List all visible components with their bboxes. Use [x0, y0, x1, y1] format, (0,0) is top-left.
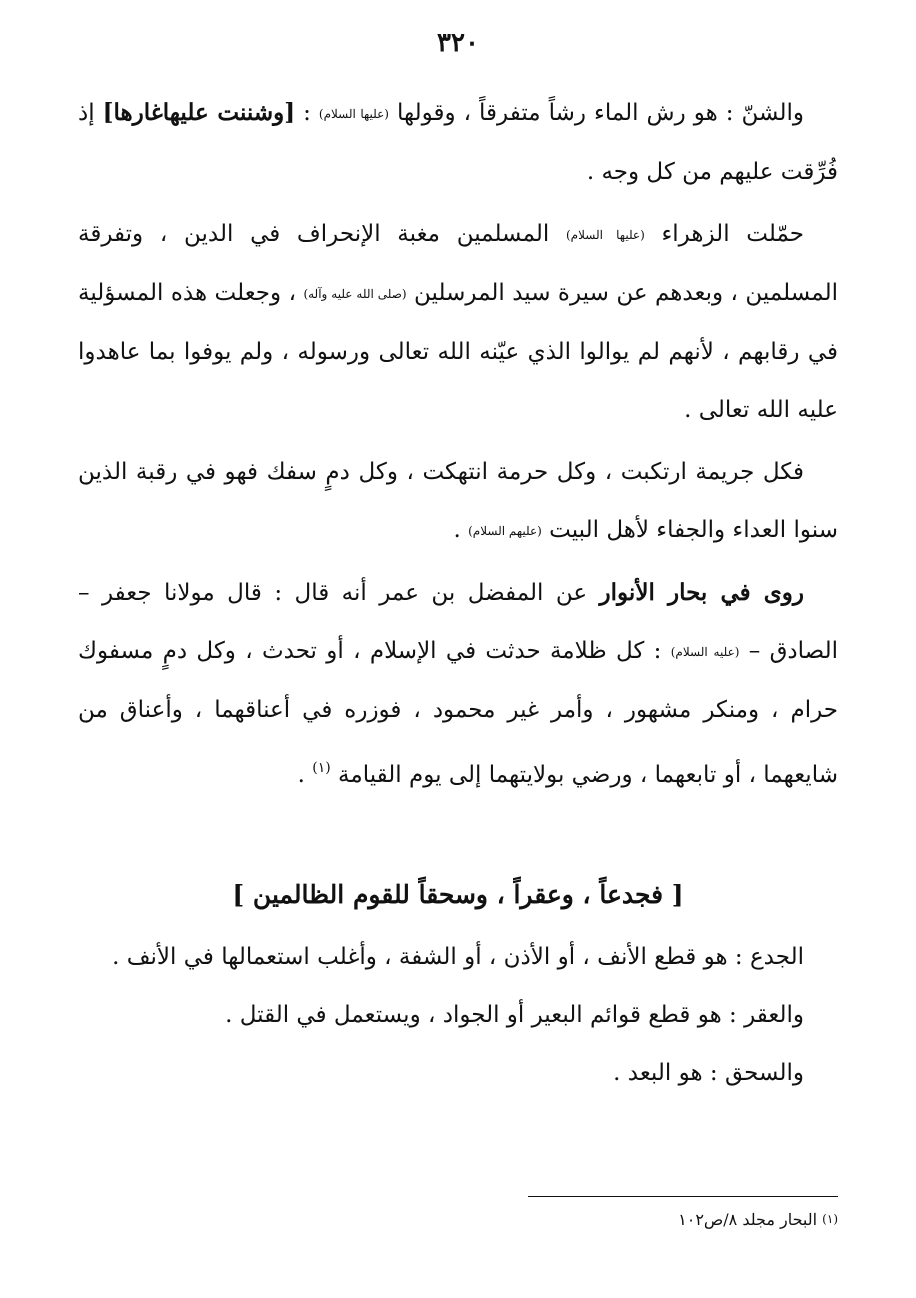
paragraph-aqr: والعقر : هو قطع قوائم البعير أو الجواد ، ويستعمل في القتل . — [225, 1002, 804, 1028]
paragraph-sahq: والسحق : هو البعد . — [613, 1060, 804, 1086]
text-run: حمّلت الزهراء — [644, 221, 804, 247]
honorific: (عليهم السلام) — [468, 524, 542, 538]
text-run: : كل ظلامة حدثت في الإسلام ، أو تحدث ، وكل دمٍ مسفوك حرام ، ومنكر مشهور ، وأمر غير محمود ، فوزره في أعناقهما ، وأعناق من شايعهما ، أو تابعهما ، ورضي بولايتهما إلى يوم القيامة — [78, 638, 838, 788]
footnote-divider — [528, 1196, 838, 1197]
footnote-marker: (١) — [822, 1212, 838, 1226]
page-number: ٣٢٠ — [437, 28, 479, 58]
text-run: . — [453, 517, 469, 543]
section-heading: [ فجدعاً ، وعقراً ، وسحقاً للقوم الظالمين ] — [232, 880, 684, 909]
footnote-text: البحار مجلد ٨/ص١٠٢ — [678, 1210, 823, 1229]
footnote-reference: (١) — [312, 760, 331, 776]
paragraph-jad: الجدع : هو قطع الأنف ، أو الأذن ، أو الشفة ، وأغلب استعمالها في الأنف . — [112, 944, 804, 970]
text-run: ، وجعلت هذه المسؤلية في رقابهم ، لأنهم لم يوالوا الذي عيّنه الله تعالى ورسوله ، ولم يوفوا بما عاهدوا عليه الله تعالى . — [78, 280, 838, 423]
paragraph-crime — [78, 443, 838, 560]
text-run: المسلمين مغبة الإنحراف في الدين ، وتفرقة المسلمين ، وبعدهم عن سيرة سيد المرسلين — [78, 221, 838, 306]
main-text — [78, 84, 838, 1102]
honorific: (عليه السلام) — [670, 645, 740, 659]
paragraph-bihar — [78, 564, 838, 804]
honorific: (عليها السلام) — [318, 107, 389, 121]
source-title: روى في بحار الأنوار — [599, 579, 804, 606]
honorific: (عليها السلام) — [565, 228, 645, 242]
footnote — [400, 1210, 838, 1229]
quoted-phrase: [وشننت عليهاغارها] — [102, 99, 296, 126]
text-run: والشنّ : هو رش الماء رشاً متفرقاً ، وقولها — [389, 100, 805, 126]
honorific: (صلى الله عليه وآله) — [303, 287, 407, 301]
text-run: عن المفضل بن عمر أنه قال : قال مولانا جعفر – الصادق – — [78, 580, 839, 664]
text-run: . — [297, 762, 313, 788]
paragraph-zahra — [78, 205, 838, 439]
text-run: إذ فُرِّقت عليهم من كل وجه . — [78, 100, 838, 185]
paragraph-shann — [78, 84, 838, 201]
text-run: فكل جريمة ارتكبت ، وكل حرمة انتهكت ، وكل دمٍ سفك فهو في رقبة الذين سنوا العداء والجفاء لأهل البيت — [78, 459, 838, 543]
text-run: : — [295, 100, 319, 126]
